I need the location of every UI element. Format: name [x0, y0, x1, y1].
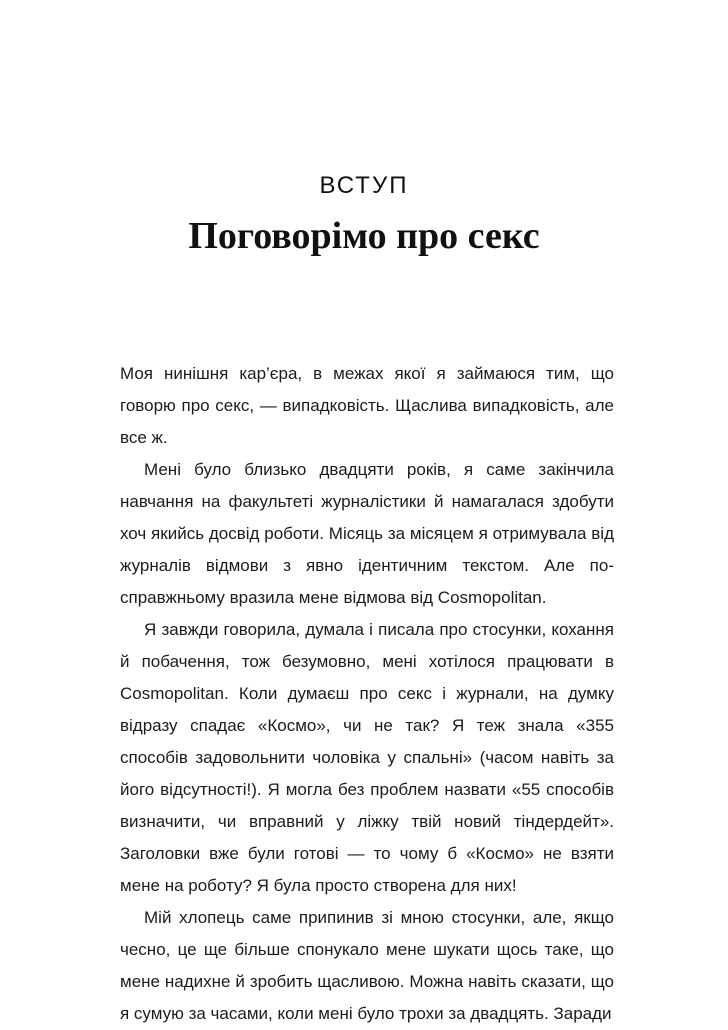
- paragraph-2: Мені було близько двадцяти років, я саме закінчила навчання на факультеті журналістики й намагалася здобути хоч якийсь досвід роботи. Місяць за місяцем я отримувала від журналів відмови з явно ідентичним текстом. Але по-справжньому вразила мене відмова від Cosmopolitan.: [120, 460, 614, 607]
- chapter-label: ВСТУП: [319, 172, 409, 199]
- paragraph-4: Мій хлопець саме припинив зі мною стосунки, але, якщо чесно, це ще більше спонукало мене шукати щось таке, що мене надихне й зробить щасливою. Можна навіть сказати, що я сумую за часами, коли мені було трохи за двадцять. Заради: [120, 908, 614, 1023]
- body-text: [120, 358, 614, 1030]
- paragraph-3: Я завжди говорила, думала і писала про стосунки, кохання й побачення, тож безумовно, мені хотілося працювати в Cosmopolitan. Коли думаєш про секс і журнали, на думку відразу спадає «Космо», чи не так? Я теж знала «355 способів задовольнити чоловіка у спальні» (часом навіть за його відсутності!). Я могла без проблем назвати «55 способів визначити, чи вправний у ліжку твій новий тіндердейт». Заголовки вже були готові — то чому б «Космо» не взяти мене на роботу? Я була просто створена для них!: [120, 620, 614, 895]
- chapter-title: Поговорімо про секс: [188, 215, 540, 257]
- paragraph-1: Моя нинішня кар’єра, в межах якої я займаюся тим, що говорю про секс, — випадковість. Щаслива випадковість, але все ж.: [120, 364, 614, 447]
